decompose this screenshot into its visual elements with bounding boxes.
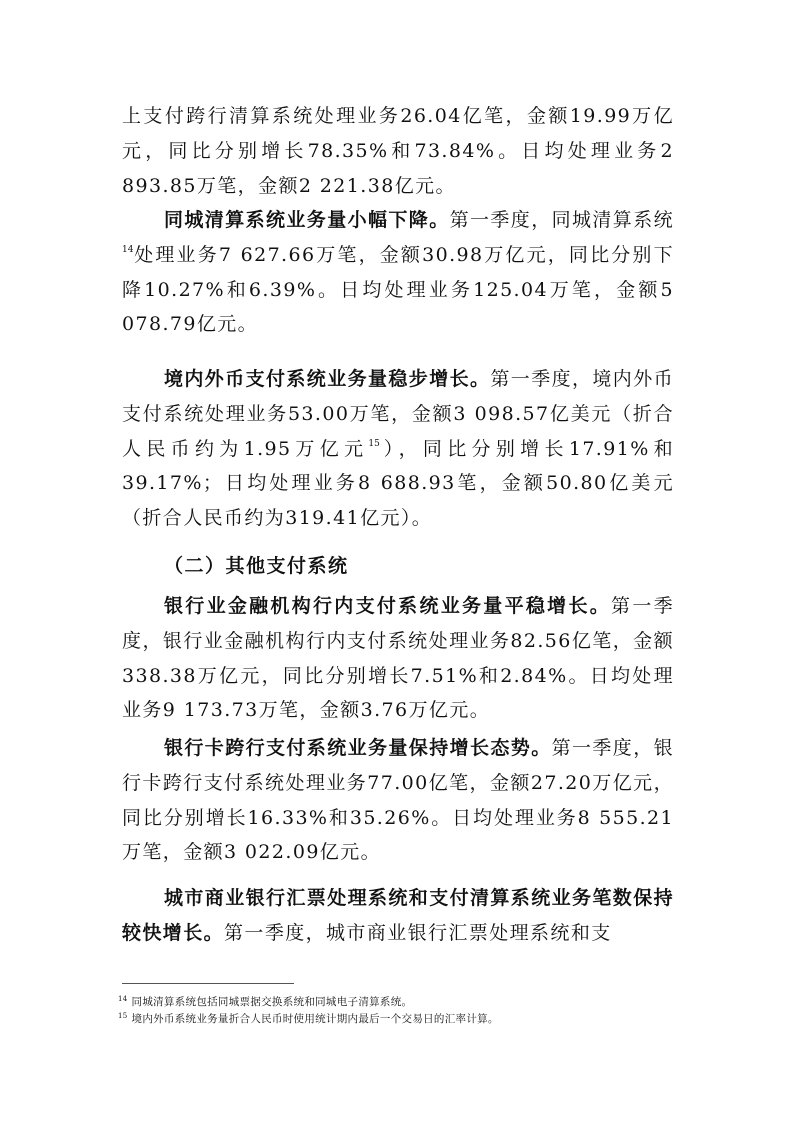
section-heading: （二）其他支付系统 — [164, 555, 349, 577]
paragraph-cross-bank-clearing — [122, 99, 674, 203]
paragraph-intra-bank — [122, 589, 674, 728]
paragraph-bank-card — [122, 731, 674, 870]
paragraph-text: 第一季度，城市商业银行汇票处理系统和支 — [224, 921, 612, 944]
paragraph-lead: 同城清算系统业务量小幅下降。 — [164, 209, 450, 231]
paragraph-text: 上支付跨行清算系统处理业务26.04亿笔，金额19.99万亿元，同比分别增长78.35%和73.84%。日均处理业务2 893.85万笔，金额2 221.38亿元。 — [122, 105, 674, 197]
footnote-mark: 14 — [118, 995, 128, 1003]
paragraph-text: 处理业务7 627.66万笔，金额30.98万亿元，同比分别下降10.27%和6.39%。日均处理业务125.04万笔，金额5 078.79亿元。 — [122, 243, 674, 336]
paragraph-lead: 城市商业银行汇票处理系统和支付清算系统业务笔数保持较快增长。 — [122, 887, 675, 944]
footnote-divider — [122, 983, 294, 984]
paragraph-foreign-currency — [122, 362, 674, 536]
paragraph-local-clearing — [122, 203, 674, 342]
paragraph-city-commercial-bank — [122, 881, 674, 951]
paragraph-text: 第一季度，同城清算系统 — [449, 209, 675, 231]
paragraph-text: 第一季度，境内外币支付系统处理业务53.00万笔，金额3 098.57亿美元（折合人民币约为1.95万亿元 — [122, 368, 675, 460]
paragraph-text: ），同比分别增长17.91%和39.17%；日均处理业务8 688.93笔，金额50.80亿美元（折合人民币约为319.41亿元）。 — [122, 437, 674, 530]
paragraph-lead: 银行业金融机构行内支付系统业务量平稳增长。 — [164, 595, 612, 617]
footnote — [118, 992, 412, 1009]
footnote-reference: 14 — [122, 244, 134, 255]
paragraph-lead: 银行卡跨行支付系统业务量保持增长态势。 — [164, 737, 552, 759]
footnote-text: 境内外币系统业务量折合人民币时使用统计期内最后一个交易日的汇率计算。 — [131, 1013, 499, 1025]
paragraph-text: 第一季度，银行业金融机构行内支付系统处理业务82.56亿笔，金额338.38万亿元，同比分别增长7.51%和2.84%。日均处理业务9 173.73万笔，金额3.76万亿元。 — [122, 595, 675, 722]
footnote-text: 同城清算系统包括同城票据交换系统和同城电子清算系统。 — [131, 996, 413, 1008]
paragraph-text: 第一季度，银行卡跨行支付系统处理业务77.00亿笔，金额27.20万亿元，同比分别增长16.33%和35.26%。日均处理业务8 555.21万笔，金额3 022.09亿元。 — [122, 737, 675, 864]
paragraph-lead: 境内外币支付系统业务量稳步增长。 — [164, 368, 491, 390]
footnote — [118, 1009, 499, 1026]
footnote-reference: 15 — [368, 438, 380, 449]
footnote-mark: 15 — [118, 1012, 128, 1020]
